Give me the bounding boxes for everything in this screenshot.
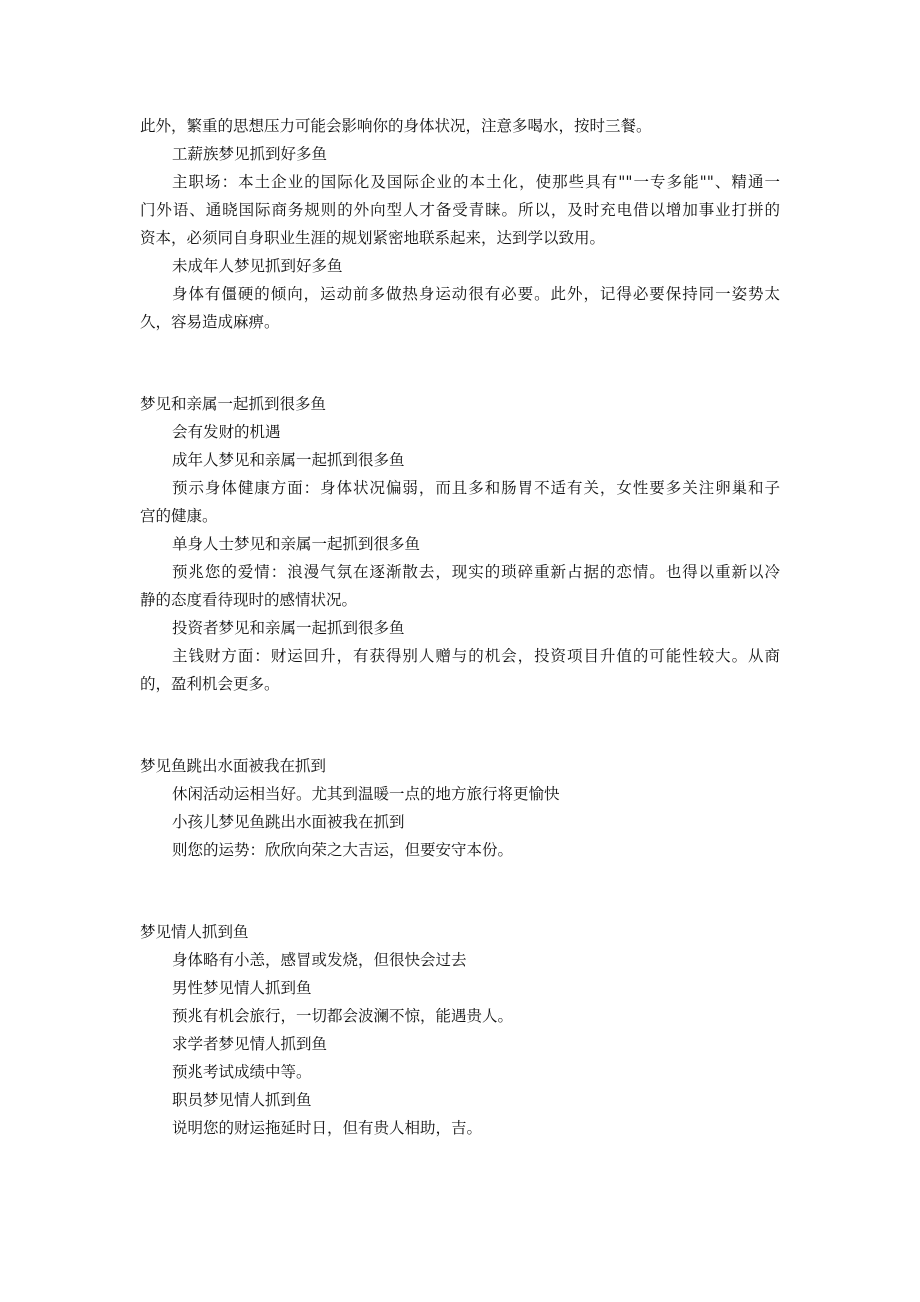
paragraph-line: 预兆您的爱情：浪漫气氛在逐渐散去，现实的琐碎重新占据的恋情。也得以重新以冷 (172, 563, 780, 581)
section-subheading: 工薪族梦见抓到好多鱼 (172, 145, 328, 163)
paragraph-line: 静的态度看待现时的感情状况。 (140, 591, 358, 609)
paragraph-line: 主钱财方面：财运回升，有获得别人赠与的机会，投资项目升值的可能性较大。从商 (172, 647, 780, 665)
section-subheading: 小孩儿梦见鱼跳出水面被我在抓到 (172, 813, 405, 831)
section-subheading: 未成年人梦见抓到好多鱼 (172, 257, 343, 275)
section-subheading: 男性梦见情人抓到鱼 (172, 979, 312, 997)
paragraph-line: 会有发财的机遇 (172, 423, 281, 441)
section-subheading: 求学者梦见情人抓到鱼 (172, 1035, 328, 1053)
paragraph-line: 说明您的财运拖延时日，但有贵人相助，吉。 (172, 1119, 483, 1137)
paragraph-line: 则您的运势：欣欣向荣之大吉运，但要安守本份。 (172, 841, 514, 859)
paragraph-line: 预兆有机会旅行，一切都会波澜不惊，能遇贵人。 (172, 1007, 514, 1025)
section-heading: 梦见情人抓到鱼 (140, 923, 249, 941)
paragraph-line: 预兆考试成绩中等。 (172, 1063, 312, 1081)
paragraph-line: 资本，必须同自身职业生涯的规划紧密地联系起来，达到学以致用。 (140, 229, 606, 247)
paragraph-line: 的，盈利机会更多。 (140, 675, 280, 693)
paragraph-line: 主职场：本土企业的国际化及国际企业的本土化，使那些具有""一专多能""、精通一 (172, 173, 780, 191)
section-heading: 梦见和亲属一起抓到很多鱼 (140, 395, 327, 413)
paragraph-line: 身体有僵硬的倾向，运动前多做热身运动很有必要。此外，记得必要保持同一姿势太 (172, 285, 780, 303)
section-subheading: 职员梦见情人抓到鱼 (172, 1091, 312, 1109)
paragraph-line: 宫的健康。 (140, 507, 218, 525)
section-subheading: 投资者梦见和亲属一起抓到很多鱼 (172, 619, 405, 637)
paragraph-line: 身体略有小恙，感冒或发烧，但很快会过去 (172, 951, 467, 969)
paragraph-line: 久，容易造成麻痹。 (140, 313, 280, 331)
section-subheading: 成年人梦见和亲属一起抓到很多鱼 (172, 451, 405, 469)
section-heading: 梦见鱼跳出水面被我在抓到 (140, 757, 327, 775)
paragraph-line: 此外，繁重的思想压力可能会影响你的身体状况，注意多喝水，按时三餐。 (140, 117, 652, 135)
paragraph-line: 休闲活动运相当好。尤其到温暖一点的地方旅行将更愉快 (172, 785, 560, 803)
section-subheading: 单身人士梦见和亲属一起抓到很多鱼 (172, 535, 421, 553)
paragraph-line: 预示身体健康方面：身体状况偏弱，而且多和肠胃不适有关，女性要多关注卵巢和子 (172, 479, 780, 497)
paragraph-line: 门外语、通晓国际商务规则的外向型人才备受青睐。所以，及时充电借以增加事业打拼的 (140, 201, 780, 219)
